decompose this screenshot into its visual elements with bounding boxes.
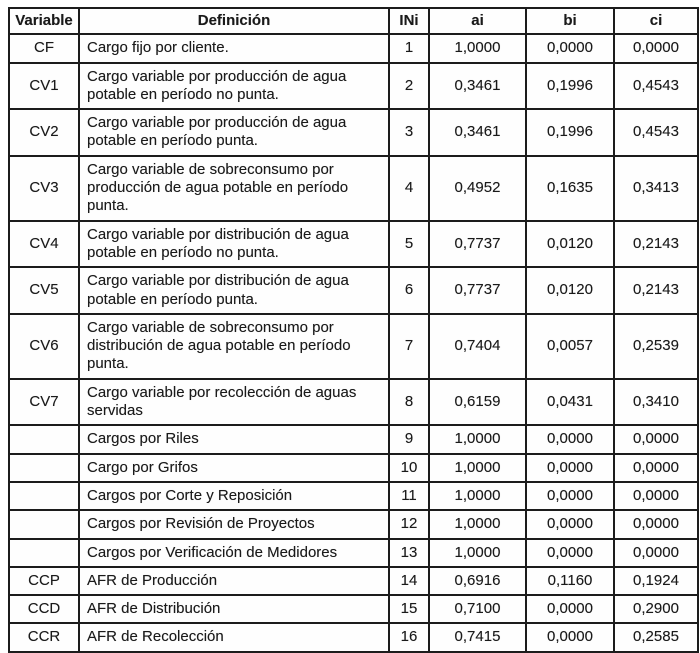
- cell-ini: 2: [389, 63, 429, 110]
- cell-variable: CV2: [9, 109, 79, 156]
- cell-definicion: Cargo variable por distribución de agua potable en período no punta.: [79, 221, 389, 268]
- cell-definicion: Cargo variable por distribución de agua potable en período punta.: [79, 267, 389, 314]
- table-row: [9, 510, 698, 538]
- cell-ai: 0,6159: [429, 379, 526, 426]
- cell-variable: CCP: [9, 567, 79, 595]
- cell-ci: 0,0000: [614, 482, 698, 510]
- table-row: [9, 267, 698, 314]
- cell-ai: 1,0000: [429, 539, 526, 567]
- table-row: [9, 221, 698, 268]
- cell-ini: 15: [389, 595, 429, 623]
- cell-definicion: Cargos por Verificación de Medidores: [79, 539, 389, 567]
- cell-ini: 13: [389, 539, 429, 567]
- cell-variable: CV6: [9, 314, 79, 379]
- cell-bi: 0,0057: [526, 314, 614, 379]
- cell-ai: 1,0000: [429, 510, 526, 538]
- column-header-ini: INi: [389, 8, 429, 34]
- table-row: [9, 482, 698, 510]
- cell-ci: 0,0000: [614, 510, 698, 538]
- cell-bi: 0,0120: [526, 267, 614, 314]
- cell-ai: 0,7415: [429, 623, 526, 651]
- cell-ci: 0,0000: [614, 454, 698, 482]
- cell-bi: 0,0000: [526, 510, 614, 538]
- cell-ini: 12: [389, 510, 429, 538]
- table-body: [9, 34, 698, 651]
- cell-ci: 0,2585: [614, 623, 698, 651]
- cell-bi: 0,0431: [526, 379, 614, 426]
- table-row: [9, 623, 698, 651]
- cell-ini: 16: [389, 623, 429, 651]
- cell-definicion: Cargo variable por recolección de aguas servidas: [79, 379, 389, 426]
- cell-ci: 0,0000: [614, 425, 698, 453]
- cell-ci: 0,2143: [614, 221, 698, 268]
- cell-definicion: Cargos por Corte y Reposición: [79, 482, 389, 510]
- table-row: [9, 539, 698, 567]
- column-header-variable: Variable: [9, 8, 79, 34]
- cell-bi: 0,1996: [526, 109, 614, 156]
- cell-definicion: AFR de Producción: [79, 567, 389, 595]
- cell-variable: [9, 425, 79, 453]
- column-header-ai: ai: [429, 8, 526, 34]
- cell-ai: 0,7737: [429, 267, 526, 314]
- cell-definicion: Cargo variable por producción de agua potable en período no punta.: [79, 63, 389, 110]
- cell-ini: 8: [389, 379, 429, 426]
- cell-variable: [9, 482, 79, 510]
- cell-ci: 0,3413: [614, 156, 698, 221]
- cell-ini: 6: [389, 267, 429, 314]
- table-row: [9, 595, 698, 623]
- cell-ai: 0,7404: [429, 314, 526, 379]
- cell-ai: 1,0000: [429, 482, 526, 510]
- cell-definicion: Cargo fijo por cliente.: [79, 34, 389, 62]
- cell-ai: 1,0000: [429, 454, 526, 482]
- cell-bi: 0,0000: [526, 454, 614, 482]
- cell-ai: 0,7737: [429, 221, 526, 268]
- cell-ini: 5: [389, 221, 429, 268]
- cell-ci: 0,2143: [614, 267, 698, 314]
- table-row: [9, 109, 698, 156]
- cell-ai: 1,0000: [429, 34, 526, 62]
- cell-variable: CV7: [9, 379, 79, 426]
- cell-bi: 0,0000: [526, 425, 614, 453]
- table-row: [9, 379, 698, 426]
- cell-ci: 0,0000: [614, 539, 698, 567]
- cell-definicion: Cargo variable por producción de agua potable en período punta.: [79, 109, 389, 156]
- cell-ai: 0,4952: [429, 156, 526, 221]
- table-row: [9, 567, 698, 595]
- cell-bi: 0,1635: [526, 156, 614, 221]
- cell-bi: 0,0000: [526, 34, 614, 62]
- cell-ci: 0,3410: [614, 379, 698, 426]
- cell-variable: CV3: [9, 156, 79, 221]
- table-header-row: [9, 8, 698, 34]
- column-header-ci: ci: [614, 8, 698, 34]
- cell-bi: 0,1160: [526, 567, 614, 595]
- cell-ci: 0,4543: [614, 63, 698, 110]
- cell-variable: CV1: [9, 63, 79, 110]
- cell-bi: 0,1996: [526, 63, 614, 110]
- column-header-definicion: Definición: [79, 8, 389, 34]
- cell-ci: 0,4543: [614, 109, 698, 156]
- cell-ai: 0,7100: [429, 595, 526, 623]
- column-header-bi: bi: [526, 8, 614, 34]
- cell-ini: 9: [389, 425, 429, 453]
- table-row: [9, 454, 698, 482]
- cell-variable: CCD: [9, 595, 79, 623]
- table-row: [9, 314, 698, 379]
- cell-definicion: Cargo por Grifos: [79, 454, 389, 482]
- variables-table: [8, 7, 699, 653]
- cell-ci: 0,2900: [614, 595, 698, 623]
- cell-definicion: Cargo variable de sobreconsumo por distribución de agua potable en período punta.: [79, 314, 389, 379]
- cell-variable: [9, 539, 79, 567]
- cell-bi: 0,0000: [526, 539, 614, 567]
- cell-bi: 0,0000: [526, 623, 614, 651]
- cell-variable: CF: [9, 34, 79, 62]
- cell-ini: 1: [389, 34, 429, 62]
- cell-ini: 3: [389, 109, 429, 156]
- table-row: [9, 156, 698, 221]
- table-row: [9, 425, 698, 453]
- cell-variable: CV4: [9, 221, 79, 268]
- cell-definicion: Cargos por Revisión de Proyectos: [79, 510, 389, 538]
- cell-variable: [9, 454, 79, 482]
- cell-ci: 0,0000: [614, 34, 698, 62]
- cell-ini: 14: [389, 567, 429, 595]
- cell-bi: 0,0120: [526, 221, 614, 268]
- cell-ini: 11: [389, 482, 429, 510]
- cell-ini: 10: [389, 454, 429, 482]
- table-row: [9, 63, 698, 110]
- cell-definicion: AFR de Distribución: [79, 595, 389, 623]
- cell-variable: CV5: [9, 267, 79, 314]
- table-row: [9, 34, 698, 62]
- cell-bi: 0,0000: [526, 482, 614, 510]
- cell-variable: CCR: [9, 623, 79, 651]
- cell-ai: 0,6916: [429, 567, 526, 595]
- cell-ini: 4: [389, 156, 429, 221]
- cell-ai: 1,0000: [429, 425, 526, 453]
- cell-ai: 0,3461: [429, 109, 526, 156]
- cell-ci: 0,1924: [614, 567, 698, 595]
- cell-ci: 0,2539: [614, 314, 698, 379]
- cell-ini: 7: [389, 314, 429, 379]
- cell-bi: 0,0000: [526, 595, 614, 623]
- cell-variable: [9, 510, 79, 538]
- cell-definicion: AFR de Recolección: [79, 623, 389, 651]
- cell-definicion: Cargo variable de sobreconsumo por producción de agua potable en período punta.: [79, 156, 389, 221]
- cell-definicion: Cargos por Riles: [79, 425, 389, 453]
- cell-ai: 0,3461: [429, 63, 526, 110]
